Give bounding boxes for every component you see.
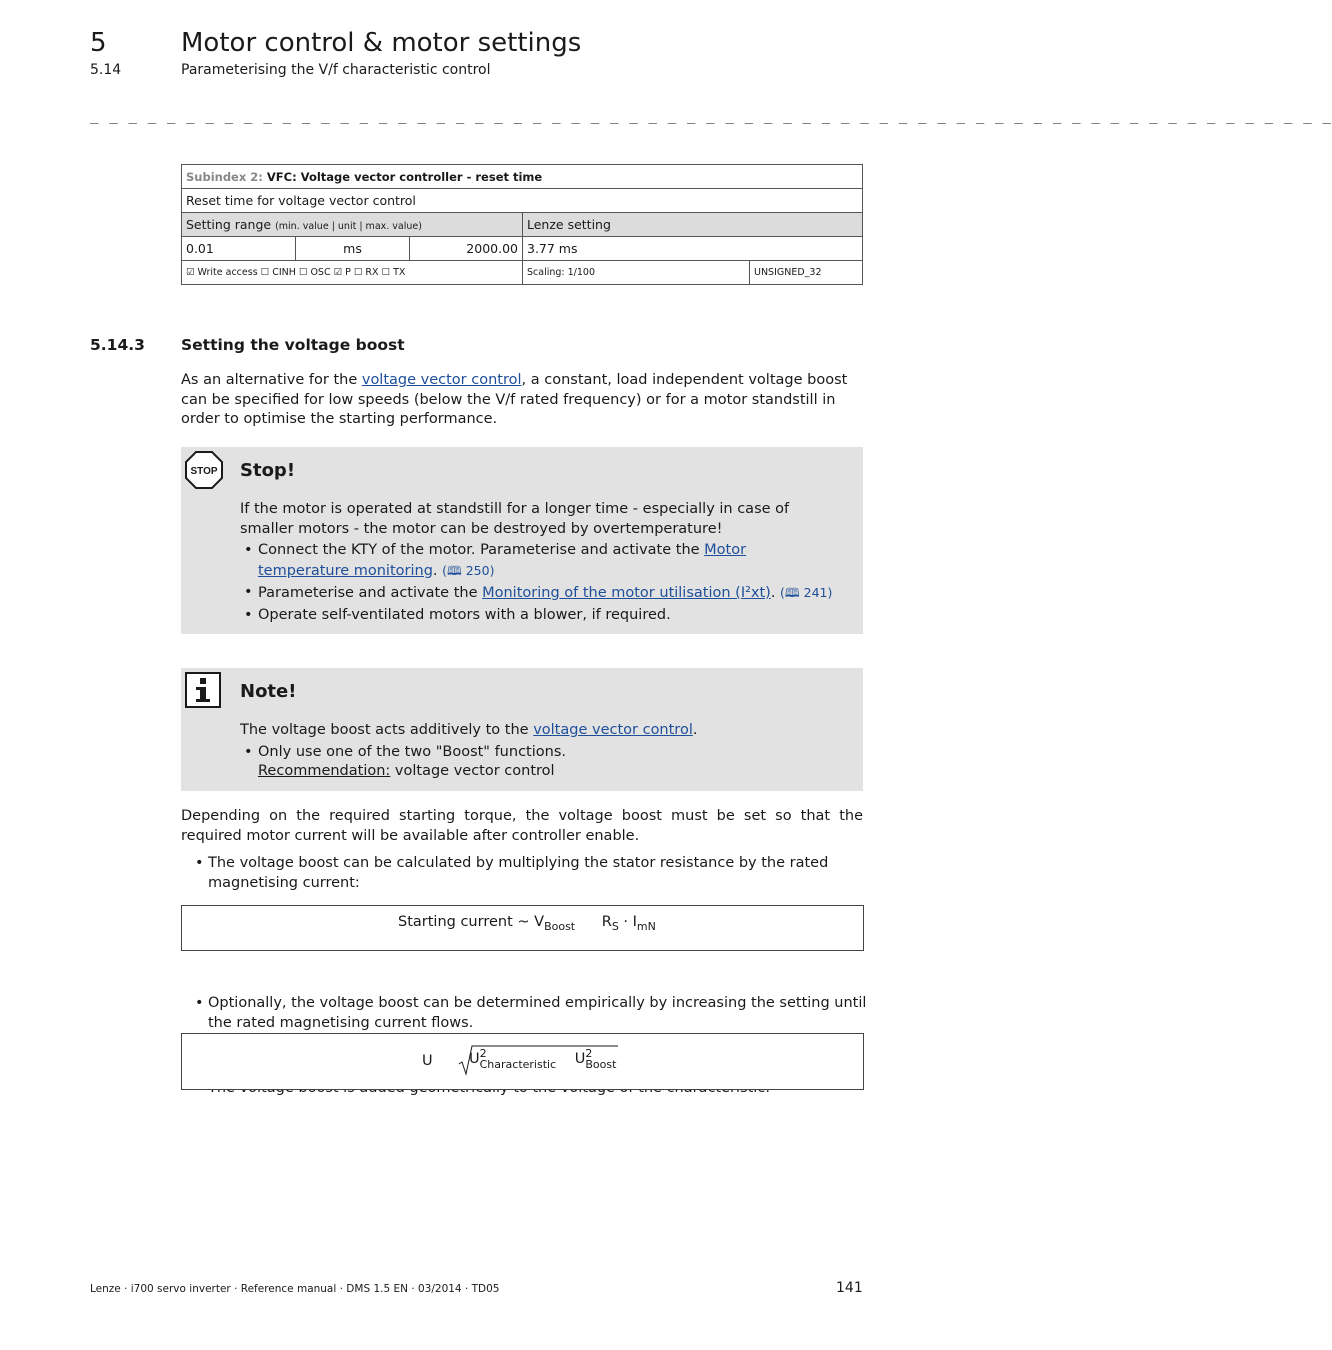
subindex-row xyxy=(182,165,863,189)
scaling: Scaling: 1/100 xyxy=(523,261,750,285)
access-flags: ☑ Write access ☐ CINH ☐ OSC ☑ P ☐ RX ☐ TX xyxy=(182,261,523,285)
stop-bullet-3: • Operate self-ventilated motors with a blower, if required. xyxy=(244,606,671,623)
info-icon xyxy=(185,672,221,708)
stop-title: Stop! xyxy=(240,460,296,481)
body-paragraph: Depending on the required starting torque, the voltage boost must be set so that the required motor current will be available after controller enable. xyxy=(181,808,863,844)
stop-bullet-2: • Parameterise and activate the Monitoring of the motor utilisation (I²xt). (🕮 241) xyxy=(244,584,833,601)
subindex-label: Subindex 2: xyxy=(186,170,263,184)
section-number: 5.14 xyxy=(90,62,122,78)
page-ref-250[interactable]: (🕮 250) xyxy=(442,562,495,578)
section-title: Parameterising the V/f characteristic control xyxy=(181,62,491,78)
motor-utilisation-monitoring-link[interactable]: Monitoring of the motor utilisation (I²xt) xyxy=(482,585,771,601)
note-voltage-vector-control-link[interactable]: voltage vector control xyxy=(533,722,693,738)
recommendation-label: Recommendation: xyxy=(258,763,391,779)
stop-icon xyxy=(185,451,223,489)
intro-text: As an alternative for the xyxy=(181,372,362,388)
note-text-block xyxy=(240,721,840,782)
chapter-title: Motor control & motor settings xyxy=(181,28,582,58)
body-bullet-2: • Optionally, the voltage boost can be determined empirically by increasing the setting until the rated magnetising current flows. xyxy=(195,995,867,1031)
stop-text-block xyxy=(240,500,840,625)
lenze-value: 3.77 ms xyxy=(523,237,863,261)
setting-range-label: Setting range xyxy=(186,217,272,232)
header-divider: _ _ _ _ _ _ _ _ _ _ _ _ _ _ _ _ _ _ _ _ _ _ _ _ _ _ _ _ _ _ _ _ _ _ _ _ _ _ _ _ _ _ _ _ _ _ _ _ _ _ _ _ _ _ _ _ _ _ _ _ _ _ _ _ _ xyxy=(90,108,1332,124)
page-number: 141 xyxy=(836,1280,863,1296)
lenze-setting-header: Lenze setting xyxy=(523,213,863,237)
stop-warning-text: If the motor is operated at standstill for a longer time - especially in case of smaller motors - the motor can be destroyed by overtemperature! xyxy=(240,501,790,537)
subindex-title: VFC: Voltage vector controller - reset time xyxy=(266,170,543,184)
footer-text: Lenze · i700 servo inverter · Reference manual · DMS 1.5 EN · 03/2014 · TD05 xyxy=(90,1283,500,1295)
body-bullet-1: • The voltage boost can be calculated by multiplying the stator resistance by the rated magnetising current: xyxy=(195,855,829,891)
motor-temperature-monitoring-link[interactable]: Motor temperature monitoring xyxy=(258,542,747,579)
subsection-number: 5.14.3 xyxy=(90,336,145,354)
unit: ms xyxy=(296,237,410,261)
stop-bullet-1: • Connect the KTY of the motor. Parameterise and activate the Motor temperature monitoring. (🕮 250) xyxy=(244,542,747,579)
parameter-table xyxy=(181,164,863,285)
stop-icon-text: STOP xyxy=(190,466,218,477)
note-bullet-1: • Only use one of the two "Boost" functions. Recommendation: voltage vector control xyxy=(244,743,566,779)
subsection-title: Setting the voltage boost xyxy=(181,336,405,354)
intro-text-end: , a constant, load independent voltage boost can be specified for low speeds (below the V/f rated frequency) or for a motor standstill in order to optimise the starting performance. xyxy=(181,372,848,427)
intro-paragraph xyxy=(181,371,863,430)
voltage-vector-control-link[interactable]: voltage vector control xyxy=(361,372,522,388)
setting-range-header xyxy=(182,213,523,237)
note-text: The voltage boost acts additively to the voltage vector control. xyxy=(240,722,698,738)
setting-range-hint: (min. value | unit | max. value) xyxy=(275,221,422,232)
note-title: Note! xyxy=(240,681,297,702)
formula-voltage-sum: U U 2 Characteristic U 2 Boost xyxy=(181,1033,864,1090)
page-ref-241[interactable]: (🕮 241) xyxy=(780,585,833,600)
chapter-number: 5 xyxy=(90,28,107,58)
min-value: 0.01 xyxy=(182,237,296,261)
stop-box xyxy=(181,447,863,634)
formula-starting-current: Starting current ~ $V_{Boost}$ $R_S \cdot I_{mN}$ xyxy=(181,905,864,951)
parameter-description: Reset time for voltage vector control xyxy=(182,189,863,213)
note-box xyxy=(181,668,863,791)
data-type: UNSIGNED_32 xyxy=(750,261,863,285)
max-value: 2000.00 xyxy=(410,237,523,261)
